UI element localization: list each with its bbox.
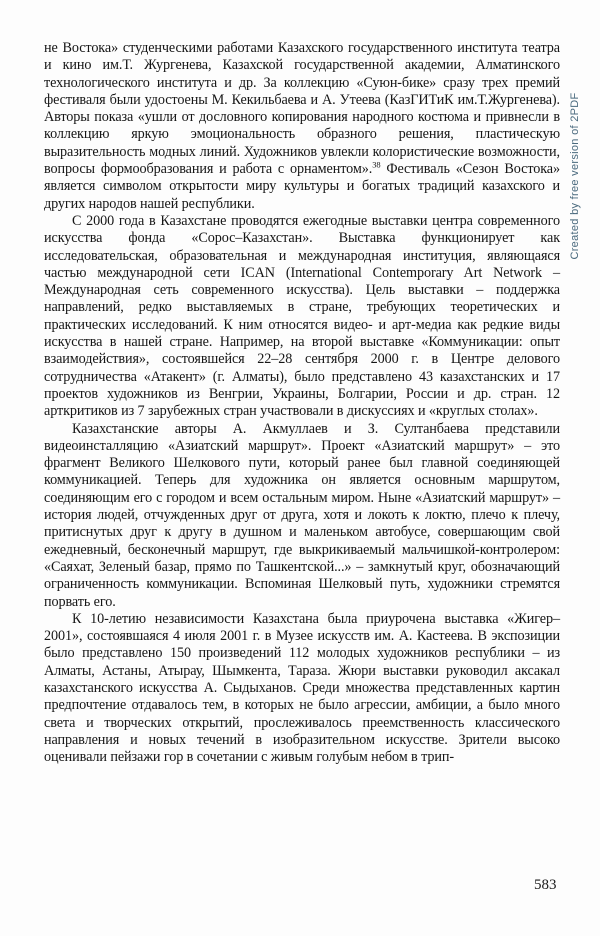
paragraph-text: не Востока» студенческими работами Казахского государственного института театра и кино им.Т. Жургенева, Казахской государственной академии, Алматинского технологического института и др. За коллекцию «Суюн-бике» сразу трех премий фестиваля были удостоены М. Кекильбаева и А. Утеева (КазГИТиК им.Т.Жургенева). Авторы показа «ушли от дословного копирования народного костюма и привнесли в коллекцию яркую эмоциональность образного решения, пластическую выразительность модных линий. Художников увлекли колористические возможности, вопросы формообразования и работа с орнаментом». [44,40,560,178]
paragraph-zhiger-2001: К 10-летию независимости Казахстана была приурочена выставка «Жигер–2001», состоявшаяся 4 июля 2001 г. в Музее искусств им. А. Кастеева. В экспозиции было представлено 150 произведений 112 молодых художников республики – из Алматы, Астаны, Атырау, Шымкента, Тараза. Жюри выставки руководил аксакал казахстанского искусства А. Сыдыханов. Среди множества представленных картин предпочтение отдавалось тем, в которых не было агрессии, амбиции, а было много света и творческих открытий, прослеживалось преемственность классического направления и новых течений в изобразительном искусстве. Зрители высоко оценивали пейзажи гор в сочетании с живым голубым небом в трип- [44,610,560,766]
footnote-reference[interactable]: 38 [372,159,381,170]
text-column [44,40,560,766]
paragraph-text: Фестиваль «Сезон Востока» является символом открытости миру культуры и богатых традиций казахского и других народов нашей республики. [44,161,560,212]
paragraph-asian-route: Казахстанские авторы А. Акмуллаев и З. Султанбаева представили видеоинсталляцию «Азиатский маршрут». Проект «Азиатский маршрут» – это фрагмент Великого Шелкового пути, который ранее был главной соединяющей коммуникацией. Теперь для художника он является основным маршрутом, соединяющим его с городом и всем остальным миром. Ныне «Азиатский маршрут» – история людей, отчужденных друг от друга, хотя и локоть к локтю, плечо к плечу, притиснутых друг к другу в душном и маленьком автобусе, совершающим свой ежедневный, бесконечный маршрут, где выкрикиваемый мальчишкой-контролером: «Саяхат, Зеленый базар, прямо по Ташкентской...» – замкнутый круг, обозначающий ограниченность коммуникации. Вспоминая Шелковый путь, художники стремятся порвать его. [44,420,560,610]
paragraph-soros-exhibition: С 2000 года в Казахстане проводятся ежегодные выставки центра современного искусства фонда «Сорос–Казахстан». Выставка функционирует как исследовательская, образовательная и международная институция, являющаяся частью международной сети ICAN (International Contemporary Art Network – Международная сеть современного искусства). Цель выставки – поддержка направлений, редко выставляемых в стране, требующих теоретических и практических исследований. К ним относятся видео- и арт-медиа как редкие виды искусства в нашей стране. Например, на второй выставке «Коммуникации: опыт взаимодействия», состоявшейся 22–28 сентября 2000 г. в Центре делового сотрудничества «Атакент» (г. Алматы), было представлено 43 казахстанских и 17 проектов художников из Венгрии, Украины, Болгарии, России и др. стран. 12 арткритиков из 7 зарубежных стран участвовали в дискуссиях и «круглых столах». [44,212,560,420]
page-number: 583 [534,877,557,893]
paragraph-continuation [44,40,560,213]
watermark-text: Created by free version of 2PDF [569,92,581,260]
